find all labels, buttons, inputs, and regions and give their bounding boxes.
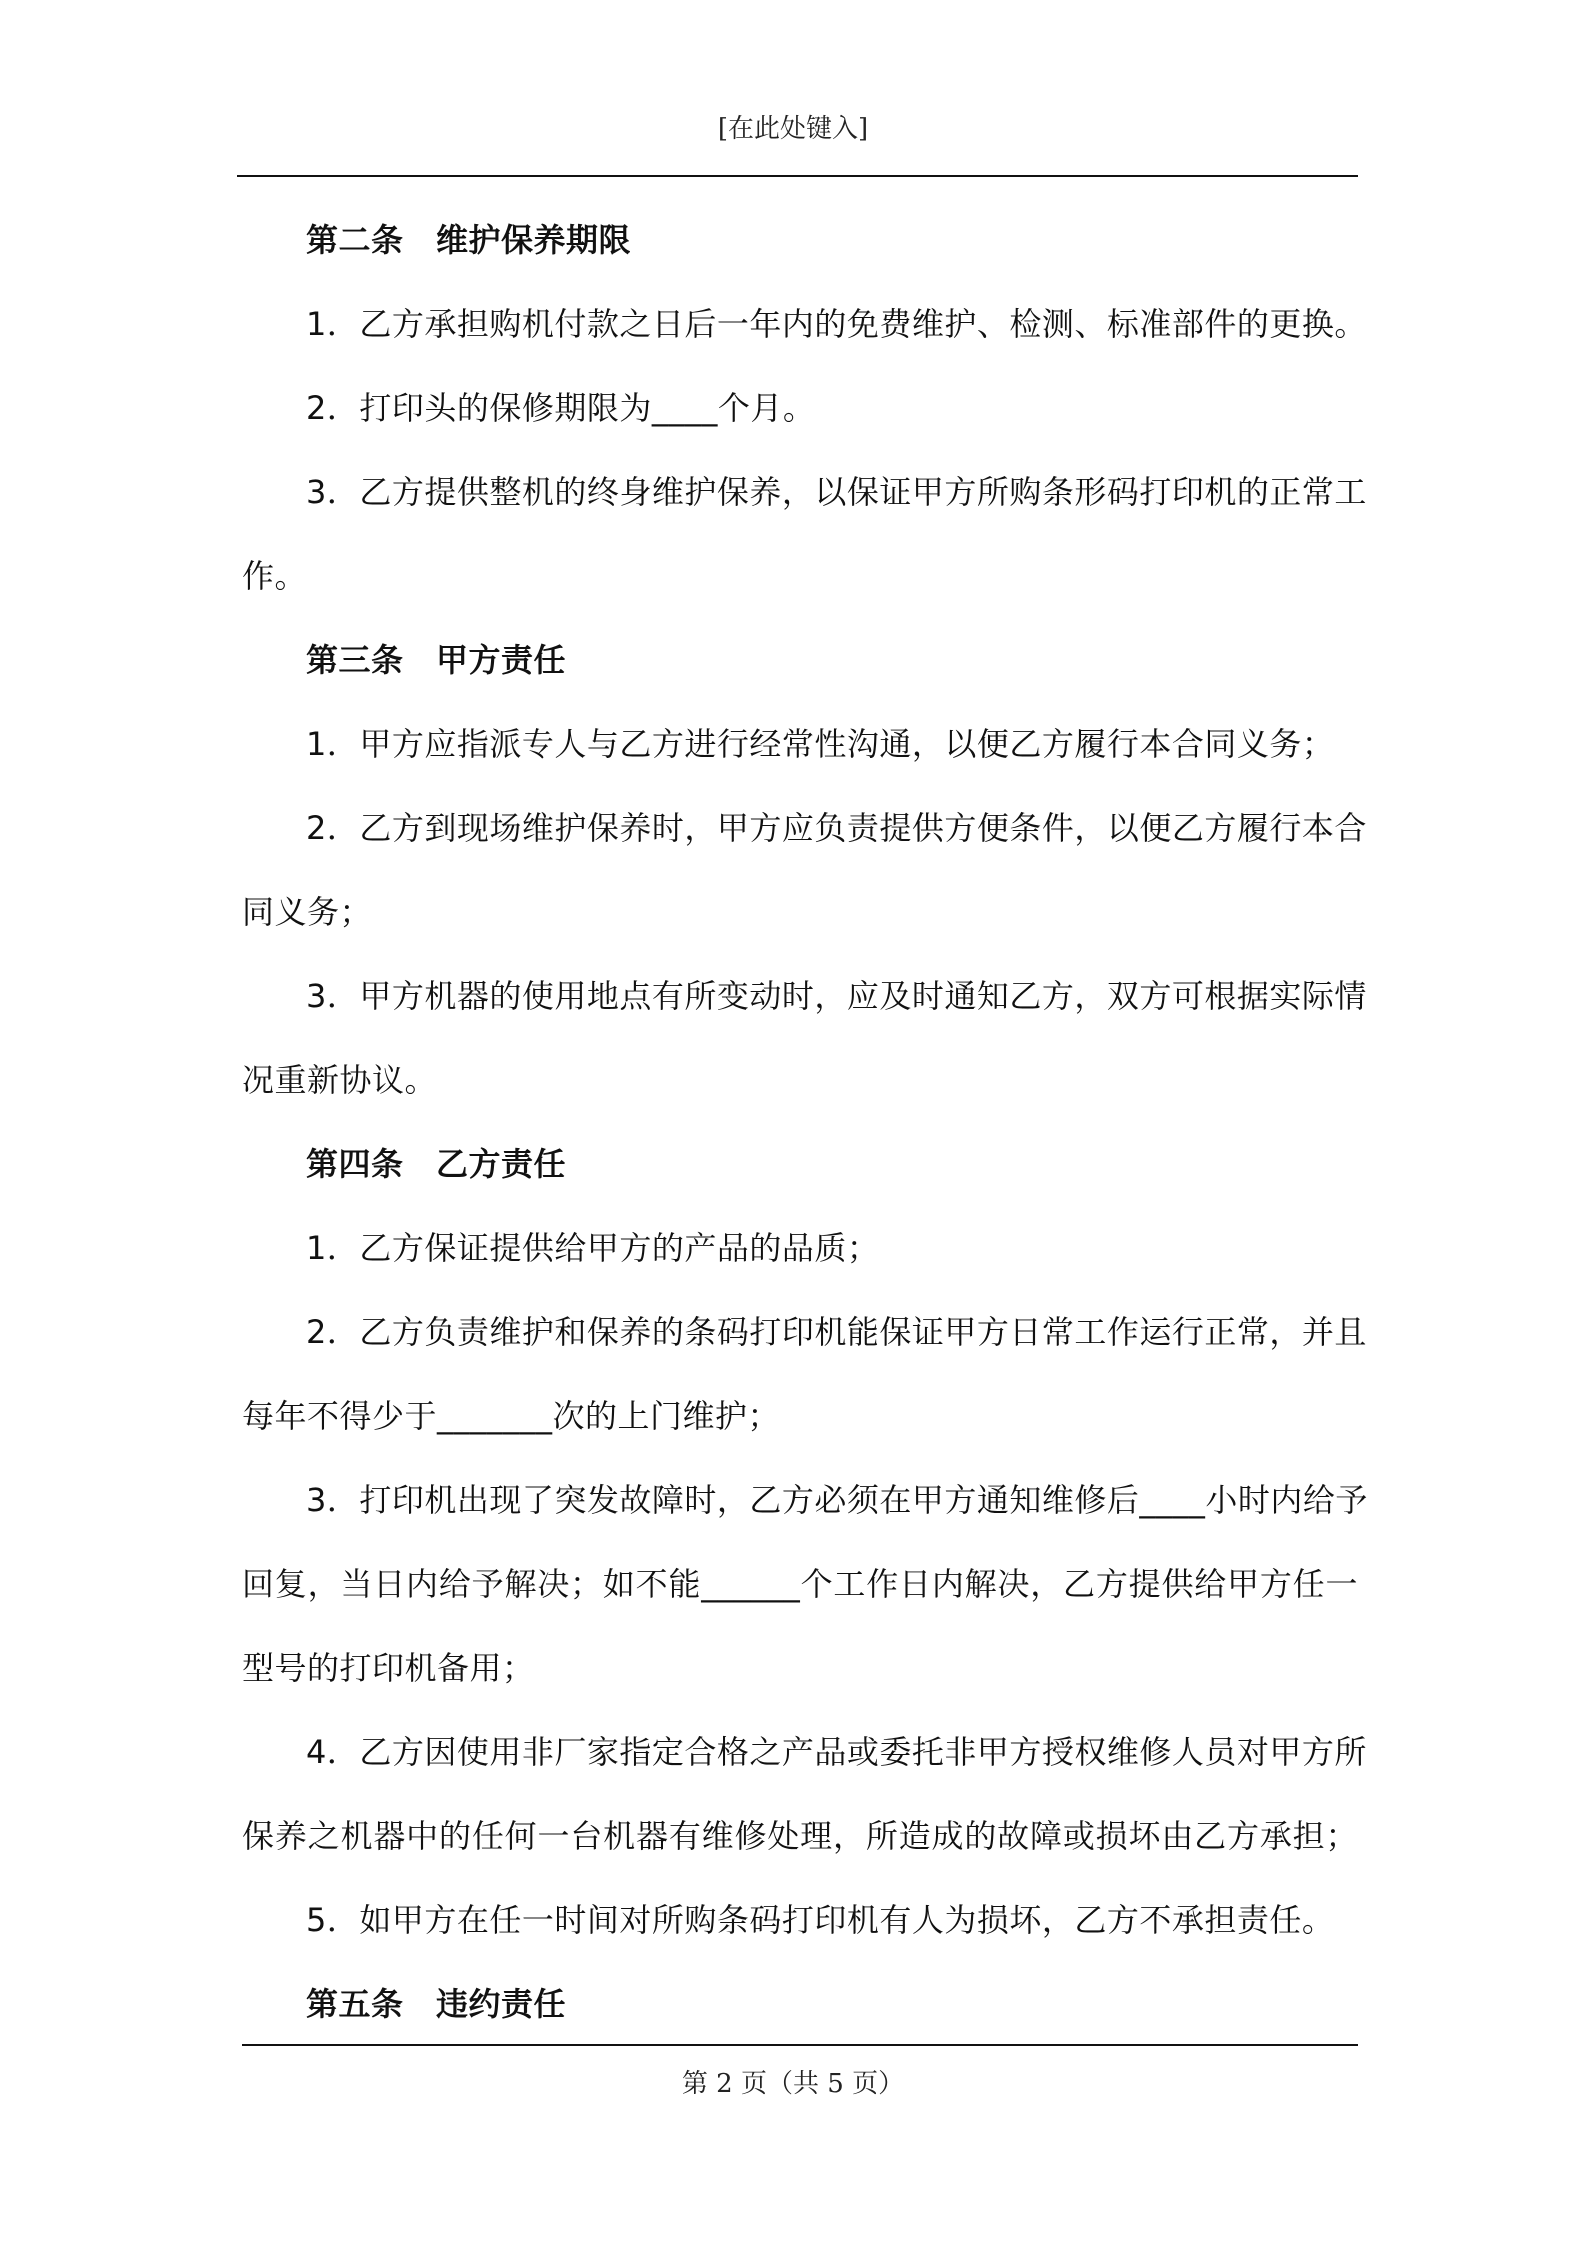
- paragraph-line: 4．乙方因使用非厂家指定合格之产品或委托非甲方授权维修人员对甲方所: [306, 1733, 1367, 1771]
- paragraph-line: 3．甲方机器的使用地点有所变动时，应及时通知乙方，双方可根据实际情: [306, 977, 1367, 1015]
- paragraph-line: 3．打印机出现了突发故障时，乙方必须在甲方通知维修后____小时内给予: [306, 1481, 1368, 1519]
- paragraph-line: 保养之机器中的任何一台机器有维修处理，所造成的故障或损坏由乙方承担；: [242, 1817, 1358, 1855]
- paragraph-line: 2．乙方负责维护和保养的条码打印机能保证甲方日常工作运行正常，并且: [306, 1313, 1367, 1351]
- page-footer: 第 2 页（共 5 页）: [681, 2069, 905, 2099]
- section-heading: 第四条 乙方责任: [306, 1145, 567, 1183]
- paragraph-line: 3．乙方提供整机的终身维护保养，以保证甲方所购条形码打印机的正常工: [306, 473, 1367, 511]
- paragraph-line: 型号的打印机备用；: [242, 1649, 535, 1687]
- paragraph-line: 5．如甲方在任一时间对所购条码打印机有人为损坏，乙方不承担责任。: [306, 1901, 1335, 1939]
- header-divider: [237, 175, 1358, 177]
- section-heading: 第三条 甲方责任: [306, 641, 567, 679]
- paragraph-line: 作。: [242, 557, 308, 595]
- paragraph-line: 况重新协议。: [242, 1061, 438, 1099]
- document-body: [242, 198, 1368, 2046]
- footer-divider: [242, 2044, 1358, 2046]
- section-heading: 第五条 违约责任: [306, 1985, 567, 2023]
- page-header: [在此处键入]: [717, 114, 869, 144]
- paragraph-line: 1．乙方承担购机付款之日后一年内的免费维护、检测、标准部件的更换。: [306, 305, 1367, 343]
- paragraph-line: 1．甲方应指派专人与乙方进行经常性沟通，以便乙方履行本合同义务；: [306, 725, 1335, 763]
- paragraph-line: 每年不得少于_______次的上门维护；: [242, 1397, 781, 1435]
- paragraph-line: 1．乙方保证提供给甲方的产品的品质；: [306, 1229, 880, 1267]
- paragraph-line: 同义务；: [242, 893, 373, 931]
- paragraph-line: 回复，当日内给予解决；如不能______个工作日内解决，乙方提供给甲方任一: [242, 1565, 1358, 1603]
- paragraph-line: 2．打印头的保修期限为____个月。: [306, 389, 816, 427]
- paragraph-line: 2．乙方到现场维护保养时，甲方应负责提供方便条件，以便乙方履行本合: [306, 809, 1367, 847]
- section-heading: 第二条 维护保养期限: [306, 221, 632, 259]
